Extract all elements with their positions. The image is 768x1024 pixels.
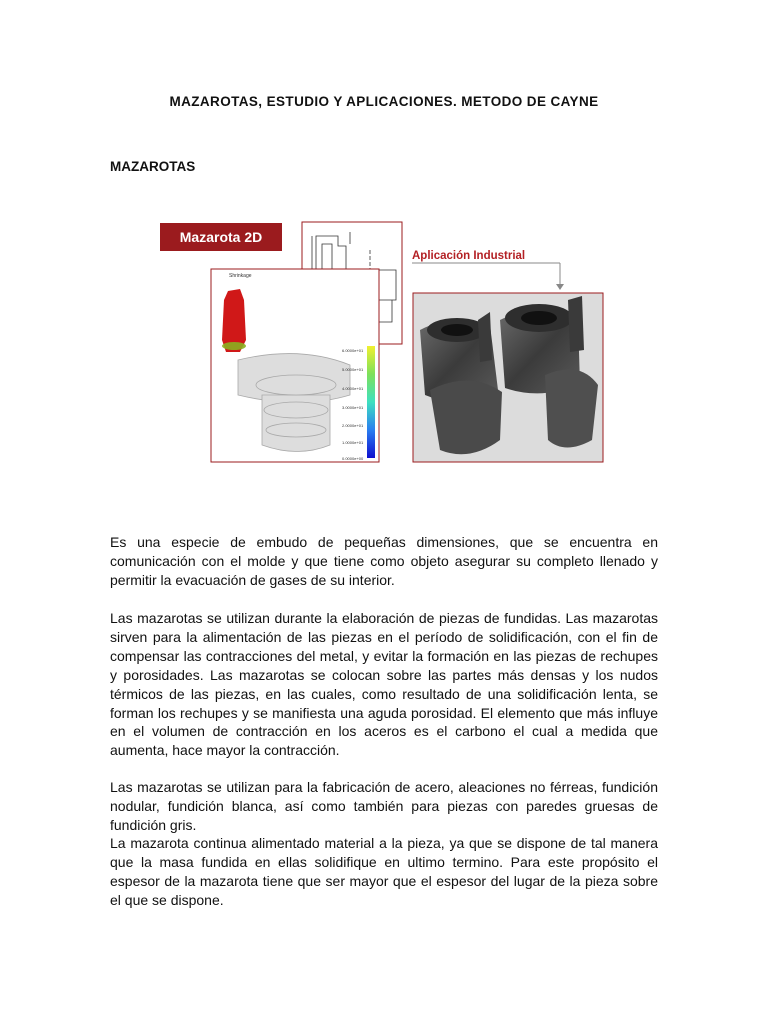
label-shrinkage: Shrinkage [229,273,252,279]
svg-text:2.0000e+01: 2.0000e+01 [342,423,364,428]
document-title: MAZAROTAS, ESTUDIO Y APLICACIONES. METODO DE CAYNE [169,94,599,109]
svg-text:0.0000e+00: 0.0000e+00 [342,456,364,461]
label-aplicacion-industrial: Aplicación Industrial [412,250,526,262]
figure-illustration [0,0,768,500]
paragraph-3: Las mazarotas se utilizan para la fabricación de acero, aleaciones no férreas, fundición nodular, fundición blanca, así como también para piezas con paredes gruesas de fundición gris. [110,779,658,833]
figure-mazarota [0,0,768,500]
paragraph-4: La mazarota continua alimentado material a la pieza, ya que se dispone de tal manera que la masa fundida en ellas solidifique en ultimo termino. Para este propósito el espesor de la mazarota tiene que ser mayor que el espesor del lugar de la pieza sobre el que se dispone. [110,835,658,908]
svg-text:5.0000e+01: 5.0000e+01 [342,367,364,372]
svg-text:4.0000e+01: 4.0000e+01 [342,386,364,391]
svg-text:1.0000e+01: 1.0000e+01 [342,440,364,445]
svg-text:3.0000e+01: 3.0000e+01 [342,405,364,410]
paragraph-1: Es una especie de embudo de pequeñas dimensiones, que se encuentra en comunicación con el molde y que tiene como objeto asegurar su completo llenado y permitir la evacuación de gases de su interior. [110,534,658,588]
paragraph-2: Las mazarotas se utilizan durante la elaboración de piezas de fundidas. Las mazarotas sirven para la alimentación de las piezas en el período de solidificación, con el fin de compensar las contracciones del metal, y evitar la formación en las piezas de rechupes y porosidades. Las mazarotas se colocan sobre las partes más densas y los nudos térmicos de las piezas, en las cuales, como resultado de una solidificación lenta, se forman los rechupes y se manifiesta una aguda porosidad. El elemento que más influye en el volumen de contracción en los aceros es el carbono el cual a medida que aumenta, hace mayor la contracción. [110,610,658,759]
svg-text:6.0000e+01: 6.0000e+01 [342,348,364,353]
section-heading: MAZAROTAS [110,159,196,174]
label-mazarota-2d: Mazarota 2D [160,223,282,251]
